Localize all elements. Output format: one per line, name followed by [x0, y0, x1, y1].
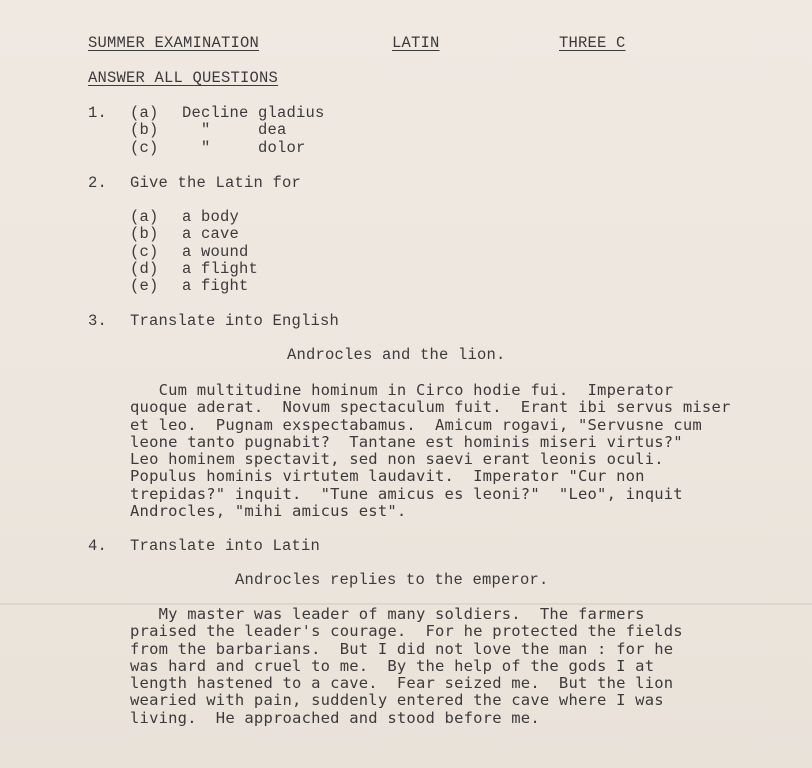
q1-c-text: " dolor: [182, 139, 306, 157]
q2-d-text: a flight: [182, 260, 259, 278]
q1-c-label: (c): [130, 139, 159, 157]
q2-e-text: a fight: [182, 277, 249, 295]
q4-english-passage: My master was leader of many soldiers. The farmers praised the leader's courage. For he protected the fields from the barbarians. But I did not love the man : for he was hard and cruel to me. By the help of the gods I at length hastened to a cave. Fear seized me. But the lion wearied with pain, suddenly entered the cave where I was living. He approached and stood before me.: [130, 605, 683, 727]
q2-a-text: a body: [182, 208, 240, 226]
q2-c-label: (c): [130, 243, 159, 261]
q3-passage-title: Androcles and the lion.: [287, 346, 506, 364]
q2-e-label: (e): [130, 277, 159, 295]
q3-latin-passage: Cum multitudine hominum in Circo hodie fui. Imperator quoque aderat. Novum spectaculum fuit. Erant ibi servus miser et leo. Pugnam exspectabamus. Amicum rogavi, "Servusne cum leone tanto pugnabit? Tantane est hominis miseri virtus?" Leo hominem spectavit, sed non saevi erant leonis oculi. Populus hominis virtutem laudavit. Imperator "Cur non trepidas?" inquit. "Tune amicus es leoni?" "Leo", inquit Androcles, "mihi amicus est".: [130, 381, 731, 521]
q4-number: 4.: [88, 537, 108, 555]
q4-passage-title: Androcles replies to the emperor.: [235, 571, 549, 589]
q1-b-text: " dea: [182, 121, 287, 139]
q2-a-label: (a): [130, 208, 159, 226]
q3-prompt: Translate into English: [130, 312, 340, 330]
q2-b-label: (b): [130, 225, 159, 243]
q2-prompt: Give the Latin for: [130, 174, 302, 192]
q1-a-label: (a): [130, 104, 159, 122]
q2-b-text: a cave: [182, 225, 240, 243]
q1-a-text: Decline gladius: [182, 104, 325, 122]
instruction: ANSWER ALL QUESTIONS: [88, 69, 279, 87]
q3-number: 3.: [88, 312, 108, 330]
q4-prompt: Translate into Latin: [130, 537, 321, 555]
q2-d-label: (d): [130, 260, 159, 278]
subject-label: LATIN: [392, 34, 440, 52]
q2-c-text: a wound: [182, 243, 249, 261]
q1-b-label: (b): [130, 121, 159, 139]
exam-title: SUMMER EXAMINATION: [88, 34, 260, 52]
form-label: THREE C: [559, 34, 626, 52]
q1-number: 1.: [88, 104, 108, 122]
q2-number: 2.: [88, 174, 108, 192]
